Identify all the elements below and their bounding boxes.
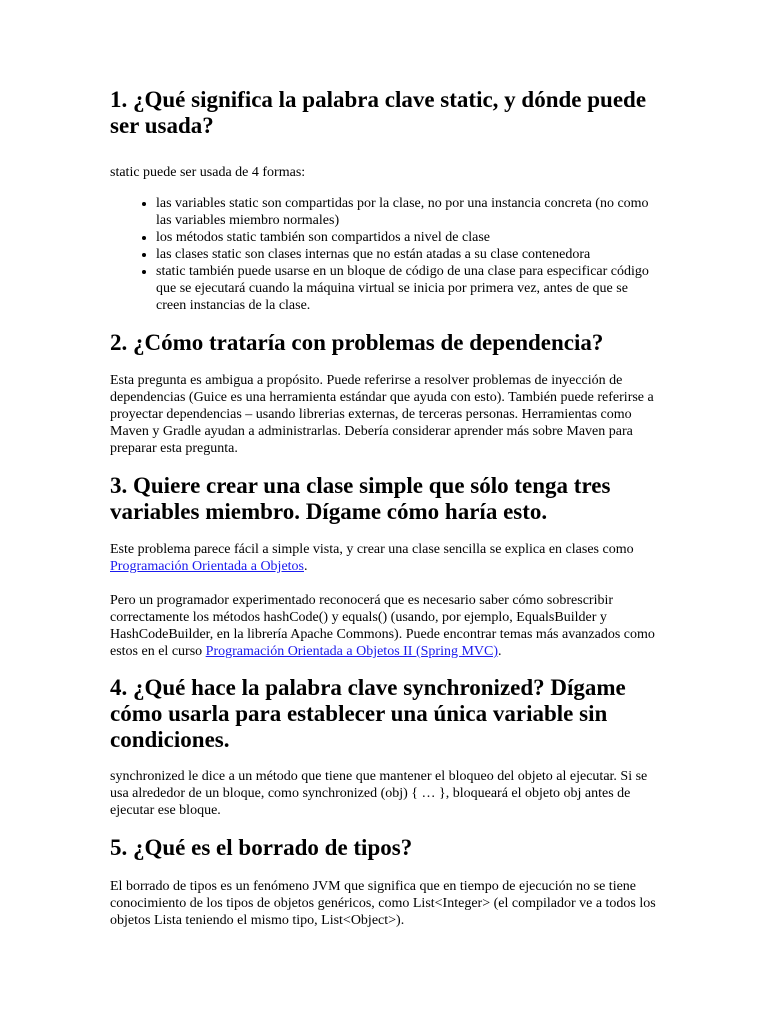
question-5-answer: El borrado de tipos es un fenómeno JVM que significa que en tiempo de ejecución no se tiene conocimiento de los tipos de objetos genéricos, como List<Integer> (el compilador ve a todos los objetos Lista teniendo el mismo tipo, List<Object>). bbox=[110, 879, 656, 928]
list-item: • static también puede usarse en un bloque de código de una clase para especificar código que se ejecutará cuando la máquina virtual se inicia por primera vez, antes de que se creen instancias de la clase. bbox=[156, 263, 660, 314]
paragraph-text: Pero un programador experimentado reconocerá que es necesario saber cómo sobrescribir correctamente los métodos hashCode() y equals() (usando, por ejemplo, EqualsBuilder y HashCodeBuilder, en la librería Apache Commons). Puede encontrar temas más avanzados como estos en el curso bbox=[110, 593, 655, 659]
question-5-heading: 5. ¿Qué es el borrado de tipos? bbox=[110, 835, 413, 860]
question-3-answer-paragraph-1 bbox=[110, 541, 660, 575]
question-1-intro: static puede ser usada de 4 formas: bbox=[110, 165, 306, 180]
question-2-heading: 2. ¿Cómo trataría con problemas de dependencia? bbox=[110, 330, 604, 355]
question-4-answer: synchronized le dice a un método que tiene que mantener el bloqueo del objeto al ejecutar. Si se usa alrededor de un bloque, como synchronized (obj) { … }, bloqueará el objeto obj antes de ejecutar ese bloque. bbox=[110, 769, 648, 818]
document-page bbox=[110, 84, 660, 929]
oop-spring-mvc-course-link[interactable]: Programación Orientada a Objetos II (Spring MVC) bbox=[205, 644, 499, 659]
paragraph-text: . bbox=[304, 559, 308, 574]
list-item: • las clases static son clases internas que no están atadas a su clase contenedora bbox=[156, 246, 660, 263]
question-1-heading: 1. ¿Qué significa la palabra clave static, y dónde puede ser usada? bbox=[110, 87, 647, 138]
paragraph-text: . bbox=[498, 644, 502, 659]
list-item: • los métodos static también son compartidos a nivel de clase bbox=[156, 229, 660, 246]
paragraph-text: Este problema parece fácil a simple vista, y crear una clase sencilla se explica en clases como bbox=[110, 542, 634, 557]
list-item: • las variables static son compartidas por la clase, no por una instancia concreta (no como las variables miembro normales) bbox=[156, 195, 660, 229]
question-3-heading: 3. Quiere crear una clase simple que sólo tenga tres variables miembro. Dígame cómo haría esto. bbox=[110, 473, 611, 524]
static-uses-list bbox=[110, 195, 660, 314]
question-3-answer-paragraph-2 bbox=[110, 592, 660, 660]
question-4-heading: 4. ¿Qué hace la palabra clave synchronized? Dígame cómo usarla para establecer una única variable sin condiciones. bbox=[110, 675, 626, 752]
question-2-answer: Esta pregunta es ambigua a propósito. Puede referirse a resolver problemas de inyección de dependencias (Guice es una herramienta estándar que ayuda con esto). También puede referirse a proyectar dependencias – usando librerias externas, de terceras personas. Herramientas como Maven y Gradle ayudan a administrarlas. Debería considerar aprender más sobre Maven para preparar esta pregunta. bbox=[110, 373, 654, 456]
oop-course-link[interactable]: Programación Orientada a Objetos bbox=[110, 559, 304, 574]
